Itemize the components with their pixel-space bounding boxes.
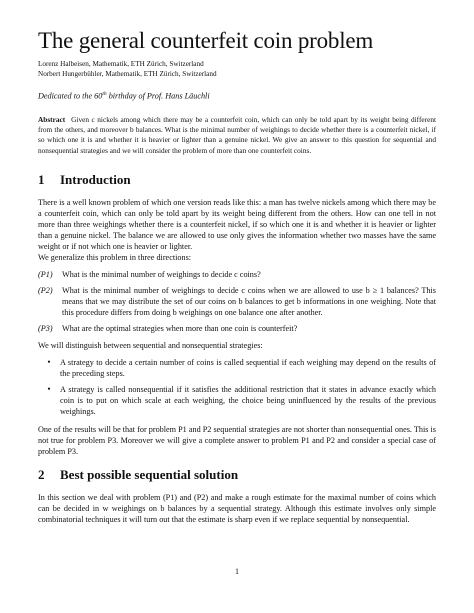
bullet-text: A strategy to decide a certain number of coins is called sequential if each weighing may depend on the results of the preceding steps. xyxy=(60,357,436,378)
paragraph: There is a well known problem of which one version reads like this: a man has twelve nickels among which there may be a counterfeit coin, which can only be told apart by its weight being different from the others. How can one tell in not more than three weighings whether there is a counterfeit nickel, if so which one it is and whether it is heavier or lighter than a genuine nickel. The balance we are allowed to use only gives the information whether two masses have the same weight or if not which one is heavier or lighter. xyxy=(38,197,436,251)
question-label: (P3) xyxy=(38,323,53,333)
author-list xyxy=(38,59,436,79)
paper-page xyxy=(38,28,436,525)
bullet-text: A strategy is called nonsequential if it satisfies the additional restriction that it states in advance exactly which coin is to put on which scale at each weighing, the choice being uninfluenced by the results of the previous weighings. xyxy=(60,384,436,416)
bullet-icon: • xyxy=(47,356,51,367)
paragraph: We will distinguish between sequential and nonsequential strategies: xyxy=(38,340,263,350)
abstract-text: Given c nickels among which there may be a counterfeit coin, which can only be told apart by its weight being different from the others, and moreover b balances. What is the minimal number of weighings to decide whether there is a counterfeit nickel, if so which one it is and whether it is heavier or lighter than a genuine nickel. We give an answer to this question for sequential and nonsequential strategies and we will consider the problem of more than one counterfeit coins. xyxy=(38,115,436,155)
list-item xyxy=(38,384,436,417)
dedication-text: birthday of Prof. Hans Läuchli xyxy=(106,92,210,102)
section-introduction xyxy=(38,172,436,457)
abstract-label: Abstract xyxy=(38,115,66,125)
author-line: Norbert Hungerbühler, Mathematik, ETH Zürich, Switzerland xyxy=(38,70,217,79)
section-number: 2 xyxy=(38,466,45,482)
question-text: What is the minimal number of weighings to decide c coins? xyxy=(62,269,261,279)
abstract xyxy=(38,115,436,156)
question-text: What is the minimal number of weighings to decide c coins when we are allowed to use b ≥ 1 balances? This means that we may distribute the set of our coins on b balances to get b informations in one weighing. Note that this procedure differs from doing b weighings on one balance one after another. xyxy=(62,285,436,317)
question-text: What are the optimal strategies when more than one coin is counterfeit? xyxy=(62,323,298,333)
paragraph: We generalize this problem in three directions: xyxy=(38,252,192,262)
section-title: Best possible sequential solution xyxy=(60,466,239,482)
bullet-icon: • xyxy=(47,383,51,394)
bullet-list xyxy=(38,357,436,417)
dedication-superscript: th xyxy=(102,91,107,98)
page-number: 1 xyxy=(235,567,239,576)
paragraph: One of the results will be that for problem P1 and P2 sequential strategies are not shorter than nonsequential ones. This is not true for problem P3. Moreover we will give a complete answer to problem P1 and P2 and consider a special case of problem P3. xyxy=(38,424,436,456)
list-item xyxy=(38,269,436,280)
dedication-text: Dedicated to the 60 xyxy=(38,92,103,102)
paragraph: In this section we deal with problem (P1) and (P2) and make a rough estimate for the maximal number of coins which can be decided in w weighings on b balances by a sequential strategy. Although this estimate involves only simple combinatorial techniques it will turn out that the estimate is sharp even if we replace sequential by nonsequential. xyxy=(38,492,436,524)
paper-title: The general counterfeit coin problem xyxy=(38,28,374,53)
author-line: Lorenz Halbeisen, Mathematik, ETH Zürich, Switzerland xyxy=(38,60,204,69)
section-heading xyxy=(38,467,436,483)
list-item xyxy=(38,285,436,318)
section-number: 1 xyxy=(38,171,45,187)
list-item xyxy=(38,357,436,379)
question-label: (P2) xyxy=(38,285,53,295)
list-item xyxy=(38,323,436,334)
section-sequential-solution xyxy=(38,467,436,525)
question-list xyxy=(38,269,436,334)
section-heading xyxy=(38,172,436,188)
dedication xyxy=(38,91,436,101)
question-label: (P1) xyxy=(38,269,53,279)
section-title: Introduction xyxy=(60,171,131,187)
